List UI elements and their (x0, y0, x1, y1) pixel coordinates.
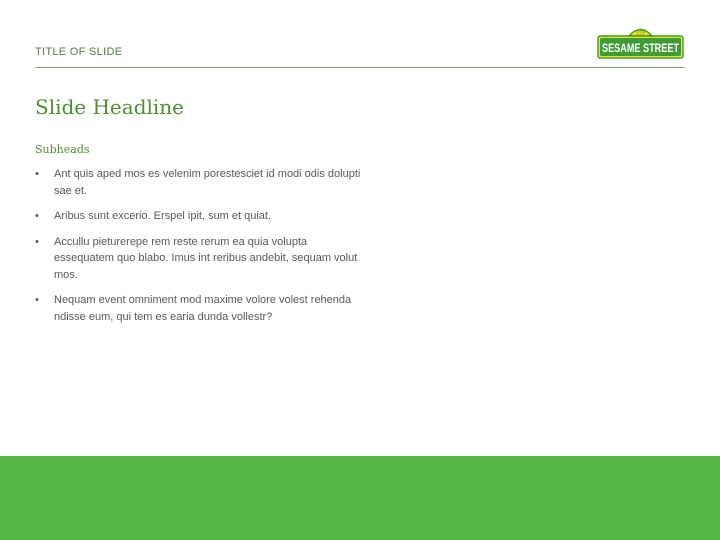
sesame-street-logo (597, 23, 684, 60)
logo-sign-number: 123 (636, 30, 645, 37)
bullet-text: Accullu pieturerepe rem reste rerum ea quia volupta essequatem quo blabo. Imus int reribus andebit, sequam volut mos. (54, 235, 358, 281)
bullet-list (35, 166, 365, 334)
bullet-item (35, 234, 365, 284)
bullet-marker: • (35, 210, 39, 222)
bullet-item (35, 166, 365, 199)
bullet-item (35, 208, 365, 225)
header-divider (35, 67, 685, 68)
logo-wordmark: SESAME STREET (602, 41, 680, 55)
slide-headline: Slide Headline (35, 95, 185, 119)
subheads: Subheads (35, 143, 90, 156)
bullet-text: Nequam event omniment mod maxime volore volest rehenda ndisse eum, qui tem es earia dunda vollestr? (54, 294, 352, 323)
bullet-marker: • (35, 235, 39, 248)
bullet-marker: • (35, 168, 39, 180)
bullet-marker: • (35, 294, 39, 306)
bullet-item (35, 292, 365, 325)
slide-title-label: TITLE OF SLIDE (35, 46, 123, 58)
footer-band (0, 456, 720, 540)
bullet-text: Aribus sunt excerio. Erspel ipit, sum et quiat. (54, 210, 272, 222)
bullet-text: Ant quis aped mos es velenim porestesciet id modi odis dolupti sae et. (54, 168, 361, 197)
